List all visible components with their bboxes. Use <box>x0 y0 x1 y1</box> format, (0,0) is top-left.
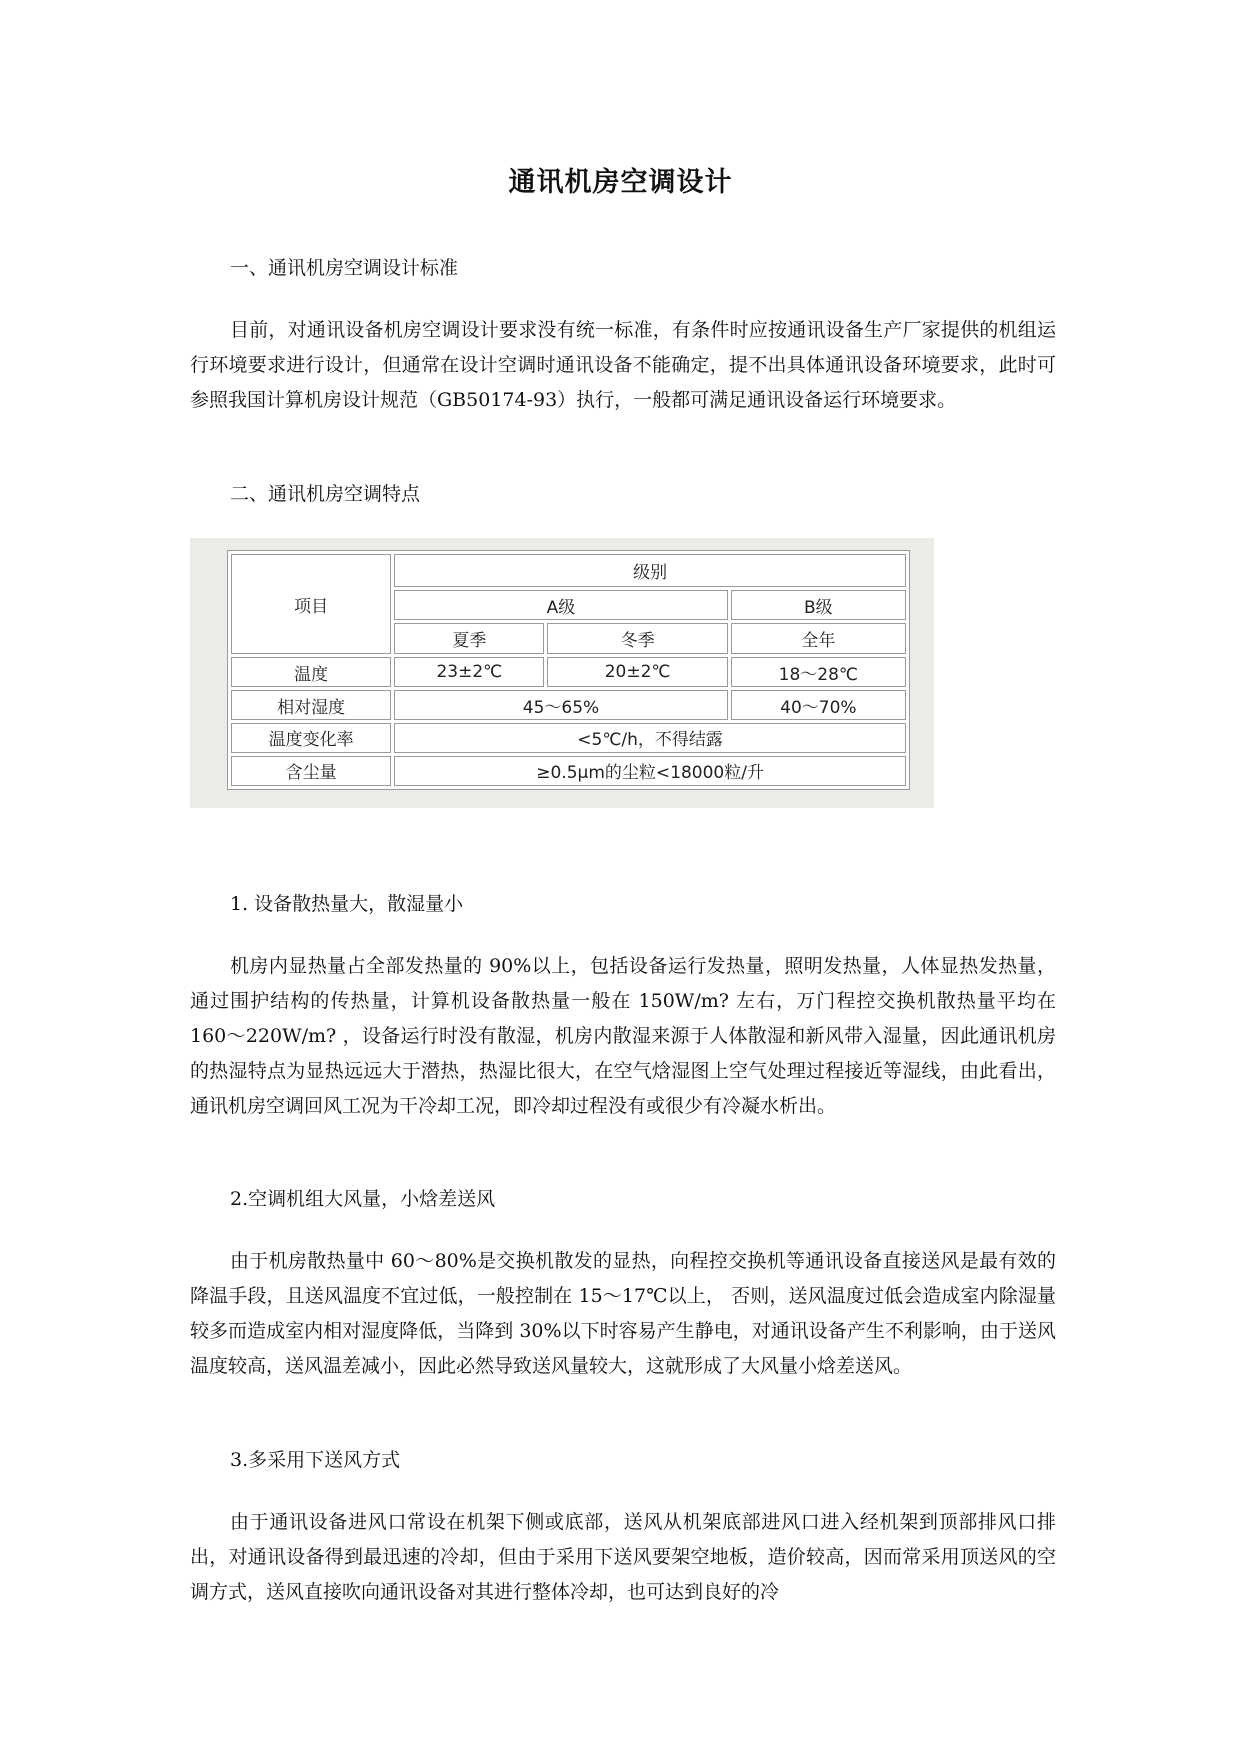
cell-temp-b-all-year: 18～28℃ <box>731 657 906 687</box>
cell-temp-a-summer: 23±2℃ <box>394 657 544 687</box>
cell-dust: ≥0.5μm的尘粒<18000粒/升 <box>394 756 906 786</box>
table-header-grade-a: A级 <box>394 590 727 620</box>
row-label-humidity: 相对湿度 <box>231 690 391 720</box>
cell-temp-a-winter: 20±2℃ <box>547 657 727 687</box>
section-heading-heat: 1. 设备散热量大，散湿量小 <box>230 893 464 915</box>
table-header-winter: 冬季 <box>547 623 727 654</box>
cell-temp-change: <5℃/h，不得结露 <box>394 723 906 753</box>
paragraph-underfloor: 由于通讯设备进风口常设在机架下侧或底部，送风从机架底部进风口进入经机架到顶部排风口排出，对通讯设备得到最迅速的冷却，但由于采用下送风要架空地板，造价较高，因而常采用顶送风的空调方式，送风直接吹向通讯设备对其进行整体冷却，也可达到良好的冷 <box>190 1511 1056 1603</box>
table-row <box>231 690 906 720</box>
row-label-dust: 含尘量 <box>231 756 391 786</box>
section-heading-standard: 一、通讯机房空调设计标准 <box>230 257 459 279</box>
row-label-temperature: 温度 <box>231 657 391 687</box>
table-header-level: 级别 <box>394 554 906 587</box>
environment-spec-table <box>227 550 910 790</box>
cell-humidity-a: 45～65% <box>394 690 727 720</box>
table-row <box>231 723 906 753</box>
table-header-all-year: 全年 <box>731 623 906 654</box>
cell-humidity-b: 40～70% <box>731 690 906 720</box>
section-heading-features: 二、通讯机房空调特点 <box>230 483 421 505</box>
section-heading-underfloor: 3.多采用下送风方式 <box>230 1449 401 1471</box>
table-header-item: 项目 <box>231 554 391 654</box>
paragraph-airflow: 由于机房散热量中 60～80%是交换机散发的显热，向程控交换机等通讯设备直接送风是最有效的降温手段，且送风温度不宜过低，一般控制在 15～17℃以上， 否则，送风温度过低会造成室内除湿量较多而造成室内相对湿度降低，当降到 30%以下时容易产生静电，对通讯设备产生不利影响，由于送风温度较高，送风温差减小，因此必然导致送风量较大，这就形成了大风量小焓差送风。 <box>190 1250 1056 1377</box>
table-row <box>231 657 906 687</box>
page-title: 通讯机房空调设计 <box>508 167 733 198</box>
section-heading-airflow: 2.空调机组大风量，小焓差送风 <box>230 1188 496 1210</box>
table-header-grade-b: B级 <box>731 590 906 620</box>
table-header-summer: 夏季 <box>394 623 544 654</box>
paragraph-heat: 机房内显热量占全部发热量的 90%以上，包括设备运行发热量，照明发热量，人体显热发热量，通过围护结构的传热量，计算机设备散热量一般在 150W/m? 左右，万门程控交换机散热量平均在 160～220W/m? ，设备运行时没有散湿，机房内散湿来源于人体散湿和新风带入湿量，因此通讯机房的热湿特点为显热远远大于潜热，热湿比很大，在空气焓湿图上空气处理过程接近等湿线，由此看出，通讯机房空调回风工况为干冷却工况，即冷却过程没有或很少有冷凝水析出。 <box>190 955 1056 1117</box>
table-row <box>231 756 906 786</box>
spec-table-image <box>190 538 934 808</box>
row-label-temp-change: 温度变化率 <box>231 723 391 753</box>
paragraph-standard: 目前，对通讯设备机房空调设计要求没有统一标准，有条件时应按通讯设备生产厂家提供的机组运行环境要求进行设计，但通常在设计空调时通讯设备不能确定，提不出具体通讯设备环境要求，此时可参照我国计算机房设计规范（GB50174-93）执行，一般都可满足通讯设备运行环境要求。 <box>190 319 1056 411</box>
